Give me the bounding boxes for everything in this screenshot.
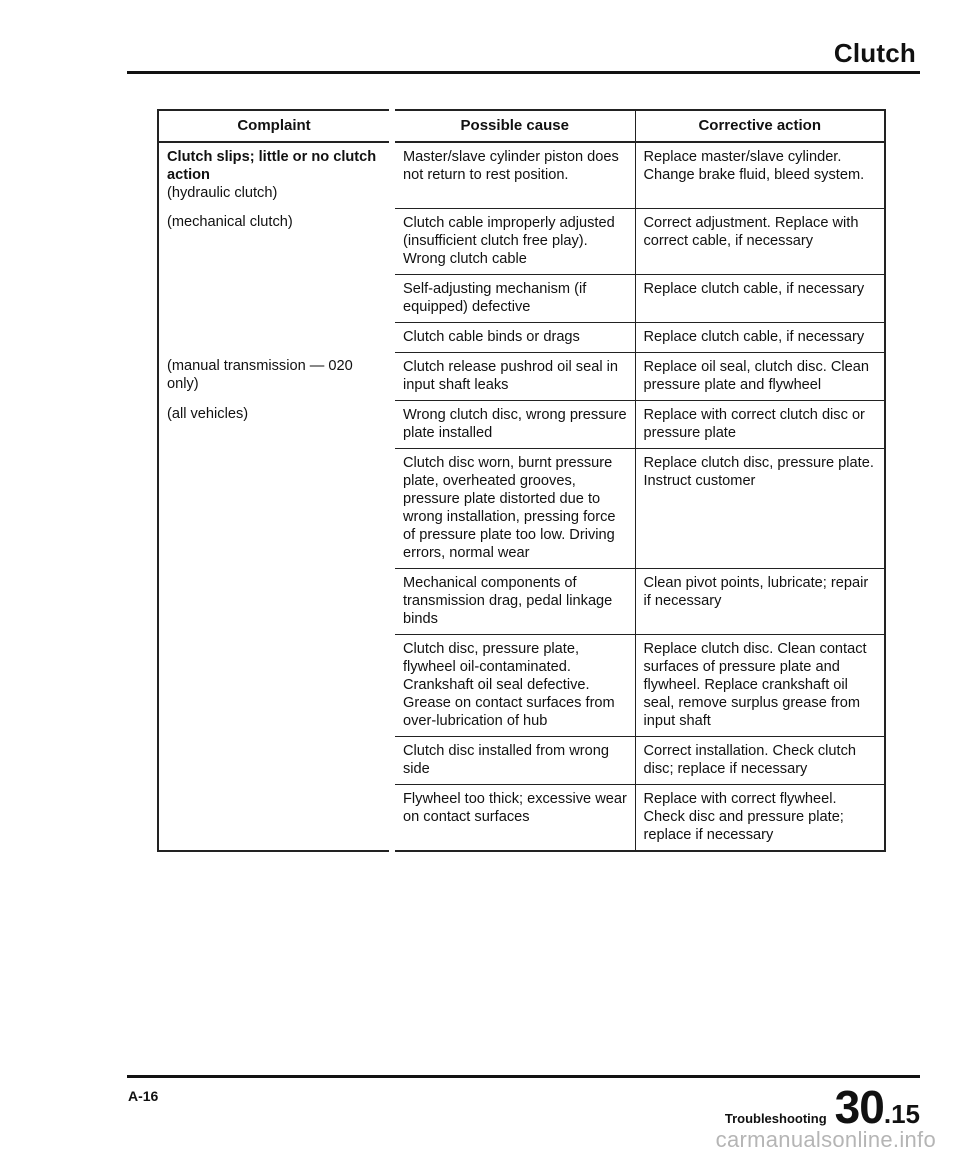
header-corrective-action: Corrective action: [635, 110, 885, 142]
complaint-cell: [158, 208, 392, 274]
table-row: [158, 448, 885, 568]
table-row: [158, 736, 885, 784]
possible-cause-cell: Clutch disc, pressure plate, flywheel oil-contaminated. Crankshaft oil seal defective. Grease on contact surfaces from over-lubrication of hub: [392, 634, 635, 736]
complaint-text: (all vehicles): [167, 406, 249, 422]
top-divider: [127, 71, 920, 74]
table-row: [158, 400, 885, 448]
page-title: Clutch: [833, 38, 916, 68]
possible-cause-cell: Wrong clutch disc, wrong pressure plate installed: [392, 400, 635, 448]
watermark: carmanualsonline.info: [715, 1127, 936, 1152]
section-label: Troubleshooting: [724, 1111, 827, 1126]
corrective-action-cell: Replace with correct clutch disc or pressure plate: [635, 400, 885, 448]
complaint-text: (mechanical clutch): [167, 214, 293, 230]
complaint-cell: [158, 634, 392, 736]
complaint-cell: [158, 352, 392, 400]
possible-cause-cell: Master/slave cylinder piston does not return to rest position.: [392, 142, 635, 208]
complaint-cell: [158, 400, 392, 448]
troubleshooting-table-container: [157, 109, 884, 852]
complaint-text: (hydraulic clutch): [167, 185, 278, 201]
possible-cause-cell: Clutch cable binds or drags: [392, 322, 635, 352]
corrective-action-cell: Replace clutch disc. Clean contact surfaces of pressure plate and flywheel. Replace crankshaft oil seal, remove surplus grease from input shaft: [635, 634, 885, 736]
section-number-main: 30: [834, 1081, 884, 1133]
header-possible-cause: Possible cause: [392, 110, 635, 142]
corrective-action-cell: Clean pivot points, lubricate; repair if necessary: [635, 568, 885, 634]
table-row: [158, 274, 885, 322]
corrective-action-cell: Correct installation. Check clutch disc; replace if necessary: [635, 736, 885, 784]
complaint-text: (manual transmission — 020 only): [167, 358, 353, 392]
table-row: [158, 784, 885, 851]
possible-cause-cell: Clutch disc worn, burnt pressure plate, overheated grooves, pressure plate distorted due to wrong installation, pressing force of pressure plate too low. Driving errors, normal wear: [392, 448, 635, 568]
page-code: A-16: [128, 1088, 159, 1104]
complaint-cell: [158, 142, 392, 208]
complaint-cell: [158, 784, 392, 851]
possible-cause-cell: Flywheel too thick; excessive wear on contact surfaces: [392, 784, 635, 851]
table-row: [158, 352, 885, 400]
corrective-action-cell: Replace clutch disc, pressure plate. Instruct customer: [635, 448, 885, 568]
complaint-cell: [158, 322, 392, 352]
corrective-action-cell: Correct adjustment. Replace with correct cable, if necessary: [635, 208, 885, 274]
possible-cause-cell: Clutch cable improperly adjusted (insufficient clutch free play). Wrong clutch cable: [392, 208, 635, 274]
possible-cause-cell: Clutch disc installed from wrong side: [392, 736, 635, 784]
table-row: [158, 322, 885, 352]
corrective-action-cell: Replace master/slave cylinder. Change brake fluid, bleed system.: [635, 142, 885, 208]
complaint-cell: [158, 568, 392, 634]
complaint-cell: [158, 274, 392, 322]
table-body: [158, 142, 885, 851]
corrective-action-cell: Replace with correct flywheel. Check disc and pressure plate; replace if necessary: [643, 790, 844, 843]
complaint-cell: [158, 448, 392, 568]
header-complaint: Complaint: [158, 110, 392, 142]
table-row: [158, 634, 885, 736]
complaint-cell: [158, 736, 392, 784]
corrective-action-cell: Replace oil seal, clutch disc. Clean pressure plate and flywheel: [635, 352, 885, 400]
possible-cause-cell: Mechanical components of transmission drag, pedal linkage binds: [392, 568, 635, 634]
corrective-action-cell: Replace clutch cable, if necessary: [635, 322, 885, 352]
main-complaint: Clutch slips; little or no clutch action: [167, 149, 377, 183]
troubleshooting-table: [157, 109, 886, 852]
possible-cause-cell: Clutch release pushrod oil seal in input shaft leaks: [392, 352, 635, 400]
corrective-action-cell: Replace clutch cable, if necessary: [635, 274, 885, 322]
table-row: [158, 568, 885, 634]
possible-cause-cell: Self-adjusting mechanism (if equipped) defective: [392, 274, 635, 322]
bottom-divider: [127, 1075, 920, 1078]
section-number-sub: .15: [883, 1099, 920, 1129]
table-header-row: [158, 110, 885, 142]
table-row: [158, 208, 885, 274]
table-row: [158, 142, 885, 208]
